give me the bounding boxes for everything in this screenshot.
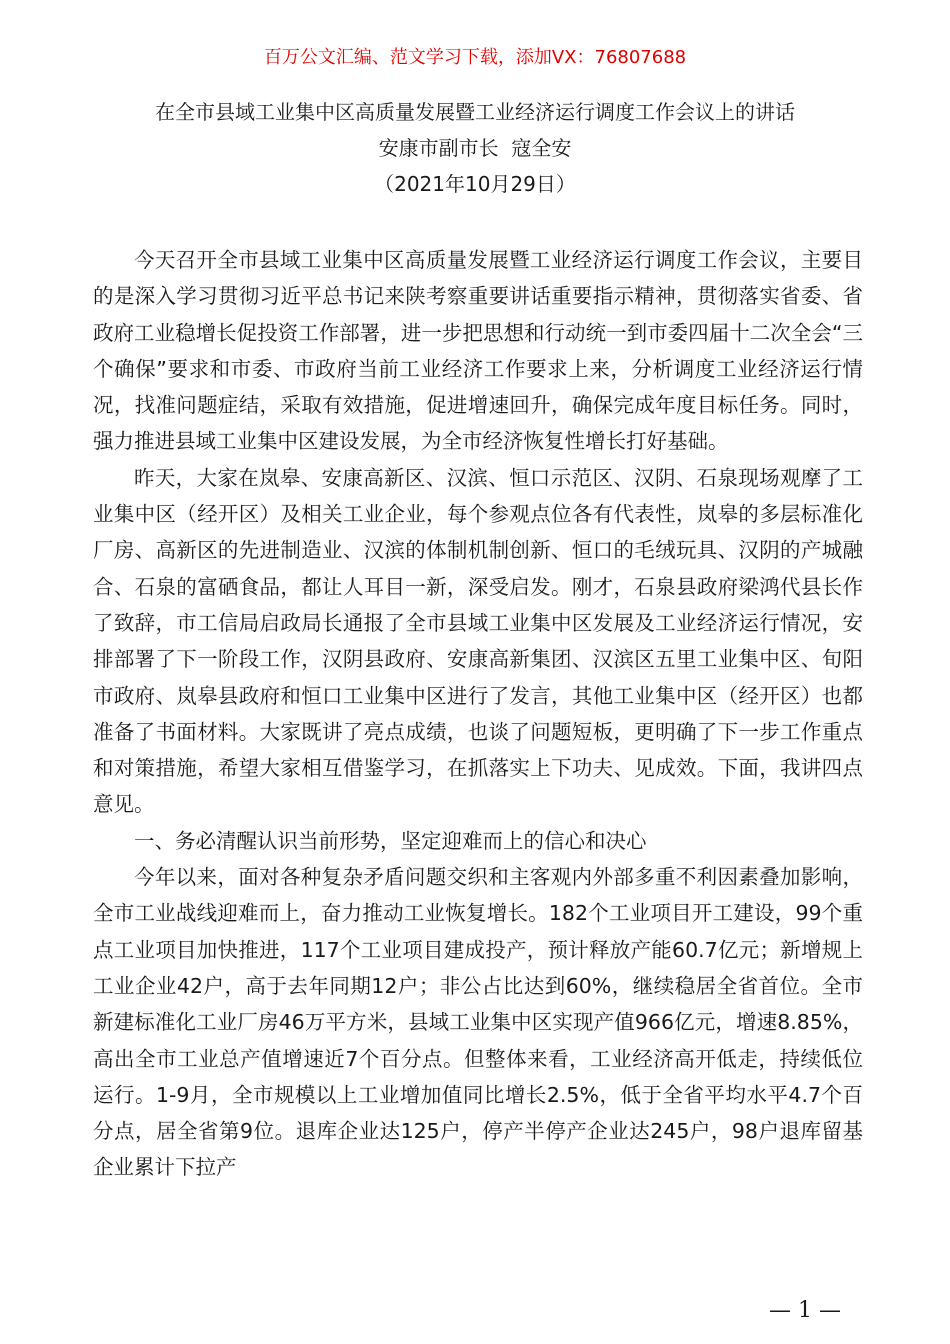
paragraph: 今天召开全市县域工业集中区高质量发展暨工业经济运行调度工作会议，主要目的是深入学习贯彻习近平总书记来陕考察重要讲话重要指示精神，贯彻落实省委、省政府工业稳增长促投资工作部署，进一步把思想和行动统一到市委四届十二次全会“三个确保”要求和市委、市政府当前工业经济工作要求上来，分析调度工业经济运行情况，找准问题症结，采取有效措施，促进增速回升，确保完成年度目标任务。同时，强力推进县域工业集中区建设发展，为全市经济恢复性增长打好基础。: [93, 248, 863, 454]
paragraph: 今年以来，面对各种复杂矛盾问题交织和主客观内外部多重不利因素叠加影响，全市工业战线迎难而上，奋力推动工业恢复增长。182个工业项目开工建设，99个重点工业项目加快推进，117个工业项目建成投产，预计释放产能60.7亿元；新增规上工业企业42户，高于去年同期12户；非公占比达到60%，继续稳居全省首位。全市新建标准化工业厂房46万平方米，县域工业集中区实现产值966亿元，增速8.85%，高出全市工业总产值增速近7个百分点。但整体来看，工业经济高开低走，持续低位运行。1-9月，全市规模以上工业增加值同比增长2.5%，低于全省平均水平4.7个百分点，居全省第9位。退库企业达125户，停产半停产企业达245户，98户退库留基企业累计下拉产: [93, 865, 863, 1180]
watermark-banner: 百万公文汇编、范文学习下载，添加VX：76807688: [263, 47, 687, 68]
speech-date: （2021年10月29日）: [374, 172, 576, 196]
document-header: [60, 94, 890, 202]
paragraph: 昨天，大家在岚皋、安康高新区、汉滨、恒口示范区、汉阴、石泉现场观摩了工业集中区（经开区）及相关工业企业，每个参观点位各有代表性，岚皋的多层标准化厂房、高新区的先进制造业、汉滨的体制机制创新、恒口的毛绒玩具、汉阴的产城融合、石泉的富硒食品，都让人耳目一新，深受启发。刚才，石泉县政府梁鸿代县长作了致辞，市工信局启政局长通报了全市县域工业集中区发展及工业经济运行情况，安排部署了下一阶段工作，汉阴县政府、安康高新集团、汉滨区五里工业集中区、旬阳市政府、岚皋县政府和恒口工业集中区进行了发言，其他工业集中区（经开区）也都准备了书面材料。大家既讲了亮点成绩，也谈了问题短板，更明确了下一步工作重点和对策措施，希望大家相互借鉴学习，在抓落实上下功夫、见成效。下面，我讲四点意见。: [93, 465, 863, 817]
page-number: — 1 —: [769, 1298, 841, 1323]
speaker-line: 安康市副市长 寇全安: [378, 136, 572, 160]
document-title: 在全市县域工业集中区高质量发展暨工业经济运行调度工作会议上的讲话: [155, 100, 795, 124]
document-body: [93, 242, 863, 1186]
section-heading: 一、务必清醒认识当前形势，坚定迎难而上的信心和决心: [134, 828, 647, 853]
